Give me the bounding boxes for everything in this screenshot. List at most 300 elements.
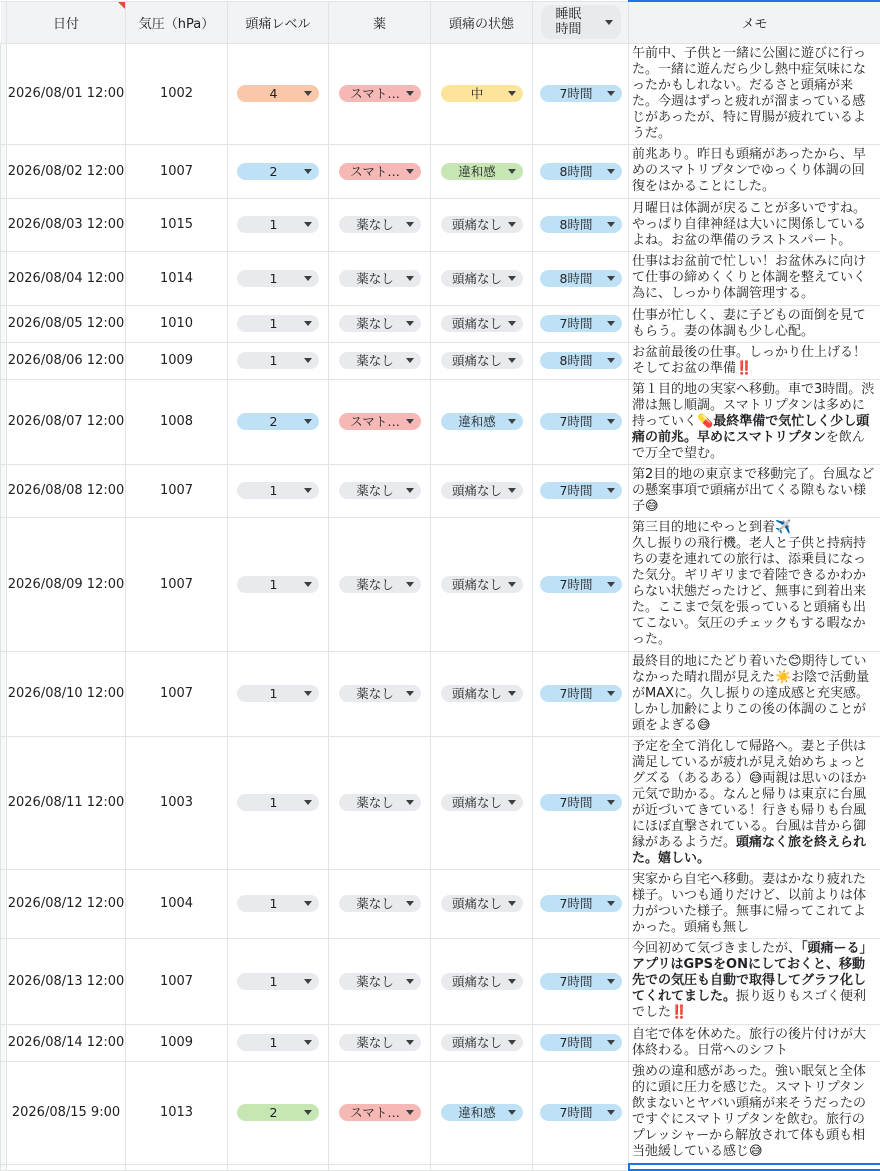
table-row	[1, 1164, 880, 1170]
medicine-chip-label: 薬なし	[349, 270, 402, 287]
chevron-down-icon	[607, 169, 615, 174]
memo-text: を飲んで万全で望む。	[632, 430, 865, 461]
medicine-cell[interactable]	[329, 198, 431, 251]
date-cell[interactable]: 2026/08/07 12:00	[7, 379, 126, 464]
pressure-cell[interactable]: 1009	[126, 342, 228, 379]
sleep-time-cell[interactable]	[533, 198, 629, 251]
headache-state-cell[interactable]	[431, 1061, 533, 1164]
pressure-cell[interactable]: 1003	[126, 736, 228, 869]
headache-level-cell[interactable]	[228, 251, 329, 305]
chevron-down-icon	[406, 419, 414, 424]
table-row	[1, 938, 880, 1024]
headache-state-cell[interactable]	[431, 305, 533, 342]
sleep-time-dropdown-chip[interactable]	[540, 685, 622, 702]
medicine-cell[interactable]	[329, 379, 431, 464]
table-row	[1, 651, 880, 736]
sleep-time-cell[interactable]	[533, 379, 629, 464]
sleep-time-cell[interactable]	[533, 305, 629, 342]
headache-level-cell[interactable]	[228, 869, 329, 938]
sleep-time-dropdown-chip[interactable]	[540, 315, 622, 332]
headache-level-cell[interactable]	[228, 1024, 329, 1061]
headache-state-cell[interactable]	[431, 144, 533, 198]
chevron-down-icon	[304, 1040, 312, 1045]
sleep-time-dropdown-chip[interactable]	[540, 973, 622, 990]
medicine-chip-label: 薬なし	[349, 482, 402, 499]
headache-level-chip-label: 1	[247, 1034, 300, 1051]
pressure-cell[interactable]: 1007	[126, 517, 228, 651]
memo-cell[interactable]	[629, 251, 880, 305]
medicine-dropdown-chip[interactable]	[339, 576, 421, 593]
table-row	[1, 517, 880, 651]
sleep-time-chip-label: 7時間	[550, 315, 603, 332]
headache-level-dropdown-chip[interactable]	[237, 270, 319, 287]
pressure-cell[interactable]: 1014	[126, 251, 228, 305]
chevron-down-icon	[508, 1040, 516, 1045]
chevron-down-icon	[406, 276, 414, 281]
memo-text: 月曜日は体調が戻ることが多いですね。やっぱり自律神経は大いに関係しているよね。お盆の準備のラストスパート。	[632, 201, 866, 248]
headache-level-dropdown-chip[interactable]	[237, 576, 319, 593]
pressure-cell[interactable]: 1002	[126, 43, 228, 144]
medicine-dropdown-chip[interactable]	[339, 973, 421, 990]
headache-state-cell[interactable]	[431, 651, 533, 736]
sleep-time-dropdown-chip[interactable]	[540, 895, 622, 912]
sleep-time-cell[interactable]	[533, 1024, 629, 1061]
date-cell[interactable]: 2026/08/09 12:00	[7, 517, 126, 651]
date-cell[interactable]: 2026/08/11 12:00	[7, 736, 126, 869]
empty-cell[interactable]	[126, 1164, 228, 1170]
sleep-time-chip-label: 7時間	[550, 576, 603, 593]
memo-cell[interactable]	[629, 342, 880, 379]
date-cell[interactable]: 2026/08/06 12:00	[7, 342, 126, 379]
headache-level-cell[interactable]	[228, 736, 329, 869]
chevron-down-icon	[607, 691, 615, 696]
column-header-state[interactable]	[431, 1, 533, 43]
memo-text: 自宅で体を休めた。旅行の後片付けが大体終わる。日常へのシフト	[632, 1027, 866, 1058]
headache-state-cell[interactable]	[431, 251, 533, 305]
memo-cell[interactable]	[629, 43, 880, 144]
chevron-down-icon	[304, 1110, 312, 1115]
headache-state-cell[interactable]	[431, 938, 533, 1024]
medicine-chip-label: 薬なし	[349, 576, 402, 593]
sleep-time-chip-label: 8時間	[550, 163, 603, 180]
headache-level-dropdown-chip[interactable]	[237, 1104, 319, 1121]
memo-text: 第2目的地の東京まで移動完了。台風などの懸案事項で頭痛が出てくる隙もない様子😅	[632, 467, 874, 514]
medicine-cell[interactable]	[329, 251, 431, 305]
pressure-cell[interactable]: 1015	[126, 198, 228, 251]
chevron-down-icon	[607, 979, 615, 984]
chevron-down-icon	[605, 20, 613, 25]
comment-indicator-icon[interactable]	[118, 2, 125, 9]
memo-bold-text: 「頭痛ーる」アプリはGPSをONにしておくと、移動先での気圧も自動で取得してグラフ化してくれてました。	[632, 941, 873, 1004]
pressure-cell[interactable]: 1004	[126, 869, 228, 938]
headache-state-chip-label: 頭痛なし	[451, 1034, 504, 1051]
empty-cell[interactable]	[228, 1164, 329, 1170]
headache-state-chip-label: 頭痛なし	[451, 794, 504, 811]
headache-level-cell[interactable]	[228, 305, 329, 342]
headache-state-dropdown-chip[interactable]	[441, 1104, 523, 1121]
sleep-time-chip-label: 7時間	[550, 1104, 603, 1121]
pressure-cell[interactable]: 1007	[126, 651, 228, 736]
headache-state-dropdown-chip[interactable]	[441, 1034, 523, 1051]
memo-text: 仕事はお盆前で忙しい！お盆休みに向けて仕事の締めくくりと体調を整えていく為に、しっかり体調管理する。	[632, 254, 866, 301]
sleep-time-dropdown-chip[interactable]	[540, 216, 622, 233]
date-cell[interactable]: 2026/08/04 12:00	[7, 251, 126, 305]
headache-state-cell[interactable]	[431, 379, 533, 464]
medicine-chip-label: スマト…	[349, 413, 402, 430]
empty-cell[interactable]	[329, 1164, 431, 1170]
column-header-label: 頭痛レベル	[245, 17, 310, 32]
chevron-down-icon	[406, 321, 414, 326]
headache-level-cell[interactable]	[228, 43, 329, 144]
headache-state-cell[interactable]	[431, 43, 533, 144]
medicine-dropdown-chip[interactable]	[339, 895, 421, 912]
chevron-down-icon	[304, 901, 312, 906]
column-header-date[interactable]	[7, 1, 126, 43]
medicine-cell[interactable]	[329, 464, 431, 517]
memo-cell[interactable]	[629, 736, 880, 869]
date-cell[interactable]: 2026/08/02 12:00	[7, 144, 126, 198]
chevron-down-icon	[508, 222, 516, 227]
memo-text: 最終目的地にたどり着いた😊期待していなかった晴れ間が見えた☀️お陰で活動量がMAXに。久し振りの達成感と充実感。しかし加齢によりこの後の体調のことが頭をよぎる😅	[632, 654, 869, 733]
headache-state-dropdown-chip[interactable]	[441, 482, 523, 499]
chevron-down-icon	[607, 488, 615, 493]
sleep-time-dropdown-chip[interactable]	[540, 270, 622, 287]
chevron-down-icon	[508, 901, 516, 906]
headache-state-cell[interactable]	[431, 1024, 533, 1061]
chevron-down-icon	[406, 979, 414, 984]
headache-level-chip-label: 1	[247, 576, 300, 593]
headache-level-chip-label: 1	[247, 685, 300, 702]
chevron-down-icon	[607, 800, 615, 805]
headache-state-cell[interactable]	[431, 517, 533, 651]
headache-level-dropdown-chip[interactable]	[237, 413, 319, 430]
sleep-header-dropdown-chip[interactable]	[541, 5, 621, 39]
medicine-dropdown-chip[interactable]	[339, 794, 421, 811]
date-cell[interactable]: 2026/08/13 12:00	[7, 938, 126, 1024]
headache-state-dropdown-chip[interactable]	[441, 270, 523, 287]
medicine-cell[interactable]	[329, 43, 431, 144]
sleep-time-dropdown-chip[interactable]	[540, 576, 622, 593]
headache-level-chip-label: 4	[247, 85, 300, 102]
medicine-chip-label: スマト…	[349, 163, 402, 180]
sleep-time-chip-label: 7時間	[550, 482, 603, 499]
sleep-time-chip-label: 7時間	[550, 413, 603, 430]
medicine-cell[interactable]	[329, 1024, 431, 1061]
medicine-cell[interactable]	[329, 736, 431, 869]
memo-cell[interactable]	[629, 464, 880, 517]
headache-level-cell[interactable]	[228, 517, 329, 651]
selected-memo-cell[interactable]	[629, 1164, 880, 1170]
sleep-time-cell[interactable]	[533, 1061, 629, 1164]
table-row	[1, 251, 880, 305]
headache-level-dropdown-chip[interactable]	[237, 482, 319, 499]
memo-cell[interactable]	[629, 1024, 880, 1061]
date-cell[interactable]: 2026/08/15 9:00	[7, 1061, 126, 1164]
chevron-down-icon	[607, 419, 615, 424]
sleep-time-cell[interactable]	[533, 144, 629, 198]
sleep-time-chip-label: 8時間	[550, 216, 603, 233]
medicine-dropdown-chip[interactable]	[339, 315, 421, 332]
memo-bold-text: 頭痛なく旅を終えられた。嬉しい。	[632, 835, 866, 866]
headache-level-cell[interactable]	[228, 651, 329, 736]
memo-cell[interactable]	[629, 651, 880, 736]
headache-level-dropdown-chip[interactable]	[237, 352, 319, 369]
chevron-down-icon	[406, 691, 414, 696]
pressure-cell[interactable]: 1008	[126, 379, 228, 464]
pressure-cell[interactable]: 1007	[126, 144, 228, 198]
memo-text: 今回初めて気づきましたが、	[632, 941, 801, 956]
medicine-cell[interactable]	[329, 342, 431, 379]
medicine-cell[interactable]	[329, 1061, 431, 1164]
date-cell[interactable]: 2026/08/08 12:00	[7, 464, 126, 517]
memo-text: 午前中、子供と一緒に公園に遊びに行った。一緒に遊んだら少し熱中症気味になったかもしれない。だるさと頭痛が来た。今週はずっと疲れが溜まっている感じがあったが、特に胃腸が疲れているようだ。	[632, 46, 866, 141]
headache-state-dropdown-chip[interactable]	[441, 163, 523, 180]
headache-state-dropdown-chip[interactable]	[441, 895, 523, 912]
header-row	[1, 1, 880, 43]
memo-cell[interactable]	[629, 1061, 880, 1164]
column-header-sleep[interactable]	[533, 1, 629, 43]
date-cell[interactable]: 2026/08/03 12:00	[7, 198, 126, 251]
date-cell[interactable]: 2026/08/12 12:00	[7, 869, 126, 938]
headache-state-chip-label: 頭痛なし	[451, 482, 504, 499]
headache-level-dropdown-chip[interactable]	[237, 794, 319, 811]
medicine-cell[interactable]	[329, 869, 431, 938]
chevron-down-icon	[508, 91, 516, 96]
chevron-down-icon	[304, 691, 312, 696]
memo-text: 実家から自宅へ移動。妻はかなり疲れた様子。いつも通りだけど、以前よりは体力がついた様子。無事に帰ってこれてよかった。頭痛も無し	[632, 872, 866, 935]
chevron-down-icon	[607, 321, 615, 326]
sleep-time-cell[interactable]	[533, 651, 629, 736]
medicine-dropdown-chip[interactable]	[339, 216, 421, 233]
sleep-time-cell[interactable]	[533, 938, 629, 1024]
memo-text: お盆前最後の仕事。しっかり仕上げる！そしてお盆の準備‼️	[632, 345, 866, 376]
headache-state-cell[interactable]	[431, 869, 533, 938]
table-row	[1, 464, 880, 517]
column-header-medicine[interactable]	[329, 1, 431, 43]
headache-level-dropdown-chip[interactable]	[237, 315, 319, 332]
empty-cell[interactable]	[533, 1164, 629, 1170]
memo-cell[interactable]	[629, 938, 880, 1024]
sleep-time-dropdown-chip[interactable]	[540, 413, 622, 430]
medicine-chip-label: 薬なし	[349, 216, 402, 233]
headache-state-dropdown-chip[interactable]	[441, 216, 523, 233]
chevron-down-icon	[304, 222, 312, 227]
chevron-down-icon	[406, 1040, 414, 1045]
sleep-time-chip-label: 7時間	[550, 1034, 603, 1051]
table-row	[1, 1061, 880, 1164]
headache-level-chip-label: 1	[247, 482, 300, 499]
sleep-time-dropdown-chip[interactable]	[540, 1034, 622, 1051]
memo-cell[interactable]	[629, 379, 880, 464]
chevron-down-icon	[607, 1040, 615, 1045]
medicine-dropdown-chip[interactable]	[339, 1104, 421, 1121]
chevron-down-icon	[304, 91, 312, 96]
pressure-cell[interactable]: 1013	[126, 1061, 228, 1164]
headache-level-cell[interactable]	[228, 1061, 329, 1164]
chevron-down-icon	[508, 276, 516, 281]
column-header-label: 頭痛の状態	[449, 17, 514, 32]
pressure-cell[interactable]: 1007	[126, 464, 228, 517]
medicine-dropdown-chip[interactable]	[339, 163, 421, 180]
sleep-time-dropdown-chip[interactable]	[540, 85, 622, 102]
column-header-label: メモ	[741, 17, 767, 32]
sleep-time-dropdown-chip[interactable]	[540, 794, 622, 811]
headache-level-cell[interactable]	[228, 342, 329, 379]
chevron-down-icon	[304, 276, 312, 281]
table-row	[1, 869, 880, 938]
sleep-time-dropdown-chip[interactable]	[540, 352, 622, 369]
pressure-cell[interactable]: 1007	[126, 938, 228, 1024]
sleep-time-cell[interactable]	[533, 736, 629, 869]
sleep-time-dropdown-chip[interactable]	[540, 482, 622, 499]
sleep-time-chip-label: 8時間	[550, 352, 603, 369]
memo-cell[interactable]	[629, 198, 880, 251]
chevron-down-icon	[406, 222, 414, 227]
memo-text: 仕事が忙しく、妻に子どもの面倒を見てもらう。妻の体調も少し心配。	[632, 308, 866, 339]
medicine-chip-label: 薬なし	[349, 315, 402, 332]
sleep-time-cell[interactable]	[533, 342, 629, 379]
headache-level-dropdown-chip[interactable]	[237, 895, 319, 912]
medicine-chip-label: 薬なし	[349, 973, 402, 990]
headache-level-chip-label: 1	[247, 973, 300, 990]
sleep-time-chip-label: 7時間	[550, 685, 603, 702]
medicine-chip-label: 薬なし	[349, 352, 402, 369]
headache-state-cell[interactable]	[431, 464, 533, 517]
headache-level-dropdown-chip[interactable]	[237, 1034, 319, 1051]
headache-state-dropdown-chip[interactable]	[441, 685, 523, 702]
date-cell[interactable]: 2026/08/01 12:00	[7, 43, 126, 144]
medicine-dropdown-chip[interactable]	[339, 413, 421, 430]
empty-cell[interactable]	[7, 1164, 126, 1170]
headache-state-dropdown-chip[interactable]	[441, 352, 523, 369]
pressure-cell[interactable]: 1010	[126, 305, 228, 342]
headache-level-dropdown-chip[interactable]	[237, 216, 319, 233]
memo-text: 強めの違和感があった。強い眠気と全体的に頭に圧力を感じた。スマトリプタン飲まないとヤバい頭痛が来そうだったのですぐにスマトリプタンを飲む。旅行のプレッシャーから解放されて体も頭も相当弛緩している感じ😅	[632, 1064, 866, 1159]
headache-state-chip-label: 違和感	[451, 1104, 504, 1121]
medicine-dropdown-chip[interactable]	[339, 352, 421, 369]
chevron-down-icon	[508, 582, 516, 587]
headache-level-dropdown-chip[interactable]	[237, 163, 319, 180]
pressure-cell[interactable]: 1009	[126, 1024, 228, 1061]
headache-state-chip-label: 頭痛なし	[451, 685, 504, 702]
medicine-cell[interactable]	[329, 305, 431, 342]
medicine-cell[interactable]	[329, 938, 431, 1024]
table-row	[1, 1024, 880, 1061]
medicine-cell[interactable]	[329, 144, 431, 198]
memo-text: 予定を全て消化して帰路へ。妻と子供は満足しているが疲れが見え始めちょっとグズる（あるある）😅両親は思いのほか元気で助かる。なんと帰りは東京に台風が近づいてきている！行きも帰りも台風にほぼ直撃されている。台風は昔から御縁があるようだ。	[632, 739, 866, 850]
medicine-chip-label: 薬なし	[349, 1034, 402, 1051]
sleep-time-cell[interactable]	[533, 517, 629, 651]
headache-state-dropdown-chip[interactable]	[441, 413, 523, 430]
sleep-time-dropdown-chip[interactable]	[540, 163, 622, 180]
table-row	[1, 43, 880, 144]
headache-state-chip-label: 違和感	[451, 163, 504, 180]
headache-level-dropdown-chip[interactable]	[237, 685, 319, 702]
headache-level-cell[interactable]	[228, 464, 329, 517]
sleep-time-cell[interactable]	[533, 251, 629, 305]
medicine-dropdown-chip[interactable]	[339, 270, 421, 287]
headache-state-chip-label: 違和感	[451, 413, 504, 430]
chevron-down-icon	[508, 419, 516, 424]
chevron-down-icon	[508, 321, 516, 326]
chevron-down-icon	[607, 358, 615, 363]
headache-state-dropdown-chip[interactable]	[441, 315, 523, 332]
headache-state-dropdown-chip[interactable]	[441, 576, 523, 593]
column-header-label: 睡眠時間	[551, 7, 587, 37]
medicine-cell[interactable]	[329, 517, 431, 651]
memo-cell[interactable]	[629, 305, 880, 342]
medicine-dropdown-chip[interactable]	[339, 482, 421, 499]
headache-level-cell[interactable]	[228, 379, 329, 464]
chevron-down-icon	[406, 358, 414, 363]
medicine-dropdown-chip[interactable]	[339, 1034, 421, 1051]
chevron-down-icon	[304, 800, 312, 805]
headache-level-dropdown-chip[interactable]	[237, 973, 319, 990]
chevron-down-icon	[406, 1110, 414, 1115]
headache-level-chip-label: 1	[247, 352, 300, 369]
chevron-down-icon	[304, 979, 312, 984]
headache-level-dropdown-chip[interactable]	[237, 85, 319, 102]
memo-text: 第１目的地の実家へ移動。車で3時間。渋滞は無し順調。スマトリプタンは多めに持っていく💊	[632, 382, 874, 429]
headache-state-cell[interactable]	[431, 342, 533, 379]
headache-level-chip-label: 2	[247, 413, 300, 430]
chevron-down-icon	[508, 1110, 516, 1115]
headache-level-cell[interactable]	[228, 144, 329, 198]
date-cell[interactable]: 2026/08/10 12:00	[7, 651, 126, 736]
sleep-time-chip-label: 7時間	[550, 794, 603, 811]
date-cell[interactable]: 2026/08/14 12:00	[7, 1024, 126, 1061]
headache-level-cell[interactable]	[228, 938, 329, 1024]
memo-cell[interactable]	[629, 517, 880, 651]
column-header-memo[interactable]	[629, 1, 880, 43]
table-row	[1, 144, 880, 198]
medicine-chip-label: 薬なし	[349, 794, 402, 811]
column-header-level[interactable]	[228, 1, 329, 43]
headache-state-dropdown-chip[interactable]	[441, 794, 523, 811]
empty-cell[interactable]	[431, 1164, 533, 1170]
sleep-time-cell[interactable]	[533, 464, 629, 517]
chevron-down-icon	[304, 169, 312, 174]
headache-state-dropdown-chip[interactable]	[441, 85, 523, 102]
sleep-time-cell[interactable]	[533, 43, 629, 144]
headache-state-cell[interactable]	[431, 198, 533, 251]
memo-cell[interactable]	[629, 144, 880, 198]
headache-level-cell[interactable]	[228, 198, 329, 251]
headache-state-dropdown-chip[interactable]	[441, 973, 523, 990]
headache-level-chip-label: 1	[247, 315, 300, 332]
sleep-time-dropdown-chip[interactable]	[540, 1104, 622, 1121]
medicine-chip-label: スマト…	[349, 1104, 402, 1121]
chevron-down-icon	[406, 800, 414, 805]
headache-state-chip-label: 頭痛なし	[451, 315, 504, 332]
chevron-down-icon	[607, 222, 615, 227]
medicine-cell[interactable]	[329, 651, 431, 736]
chevron-down-icon	[304, 582, 312, 587]
chevron-down-icon	[406, 582, 414, 587]
chevron-down-icon	[508, 979, 516, 984]
headache-state-cell[interactable]	[431, 736, 533, 869]
date-cell[interactable]: 2026/08/05 12:00	[7, 305, 126, 342]
memo-cell[interactable]	[629, 869, 880, 938]
sleep-time-cell[interactable]	[533, 869, 629, 938]
medicine-chip-label: 薬なし	[349, 895, 402, 912]
column-header-pressure[interactable]	[126, 1, 228, 43]
chevron-down-icon	[607, 1110, 615, 1115]
medicine-dropdown-chip[interactable]	[339, 685, 421, 702]
sleep-time-chip-label: 8時間	[550, 270, 603, 287]
medicine-dropdown-chip[interactable]	[339, 85, 421, 102]
headache-level-chip-label: 1	[247, 794, 300, 811]
